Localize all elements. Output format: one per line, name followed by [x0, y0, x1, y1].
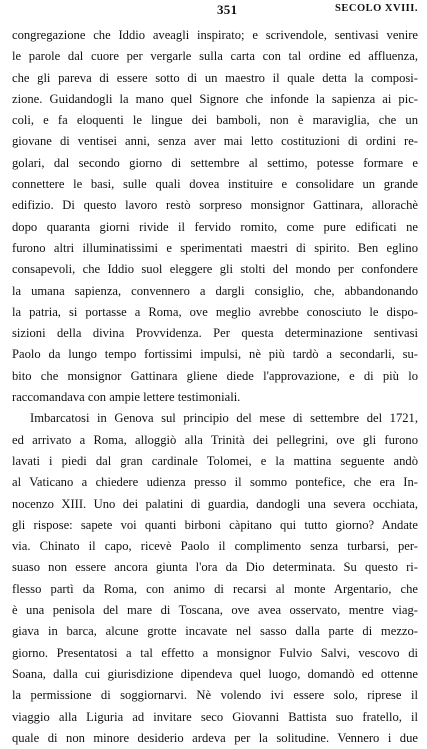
- text-line: zione. Guidandogli la mano quel Signore che infonde la sapienza ai pic-: [12, 91, 418, 106]
- text-line: dopo quaranta giorni rivide il fervido romito, come pure edificati ne: [12, 219, 418, 234]
- text-line: ed arrivato a Roma, alloggiò alla Trinità dei pellegrini, ove gli furono: [12, 432, 418, 447]
- text-line: è una penisola del mare di Toscana, ove avea osservato, mentre viag-: [12, 603, 418, 618]
- text-line: bito che monsignor Gattinara gliene diede l'approvazione, e di più lo: [12, 368, 418, 383]
- text-line: viaggio alla Liguria ad invitare seco Giovanni Battista suo fratello, il: [12, 709, 418, 724]
- text-line: al Vaticano a chiedere udienza presso il sommo pontefice, che era In-: [12, 475, 418, 490]
- page-header: [12, 2, 418, 20]
- text-line: giava in barca, alcune grotte incavate nel sasso dalla parte di mezzo-: [12, 624, 418, 639]
- page-number: 351: [217, 2, 238, 17]
- text-line: che gli pareva di essere sotto di un maestro il quale detta la composi-: [12, 70, 418, 85]
- paragraph-1: [12, 25, 418, 408]
- text-line: suaso non essere ancora giunta l'ora da Dio determinata. Su questo ri-: [12, 560, 418, 575]
- text-line: edifizio. Di questo lavoro restò sorpreso monsignor Gattinara, allorachè: [12, 198, 418, 213]
- text-line: quale di non minore desiderio ardeva per la solitudine. Vennero i due: [12, 730, 418, 745]
- text-line: la umana sapienza, convennero a dargli consiglio, che, abbandonando: [12, 283, 418, 298]
- text-line: lavati i piedi dal gran cardinale Tolomei, e la mattina seguente andò: [12, 453, 418, 468]
- text-line: golari, dal secondo giorno di settembre al settimo, potesse formare e: [12, 155, 418, 170]
- text-line: furono altri illuminatissimi e sperimentati maestri di spirito. Ben eglino: [12, 240, 418, 255]
- text-line: nocenzo XIII. Uno dei palatini di guardia, dandogli una severa occhiata,: [12, 496, 418, 511]
- text-line: le parole dal cuore per vergarle sulla carta con tal ordine ed affluenza,: [12, 49, 418, 64]
- text-line: congregazione che Iddio aveagli inspirato; e scrivendole, sentivasi venire: [12, 28, 418, 42]
- running-head: SECOLO XVIII.: [335, 3, 418, 14]
- text-line: sizioni della divina Provvidenza. Per questa determinazione sentivasi: [12, 326, 418, 341]
- text-line: via. Chinato il capo, ricevè Paolo il complimento senza turbarsi, per-: [12, 539, 418, 554]
- text-line: la patria, si portasse a Roma, ove meglio avrebbe conosciuto le dispo-: [12, 304, 418, 319]
- text-line: flesso partì da Roma, con animo di recarsi al monte Argentario, che: [12, 581, 418, 596]
- text-line: coli, e fa eloquenti le lingue dei bamboli, non è maraviglia, che un: [12, 113, 418, 128]
- text-line: connettere le basi, sulle quali dovea instituire e consolidare un grande: [12, 177, 418, 192]
- text-line: Imbarcatosi in Genova sul principio del mese di settembre del 1721,: [30, 411, 418, 426]
- text-line: la permissione di soggiornarvi. Nè volendo ivi essere solo, riprese il: [12, 688, 418, 703]
- body-text: [12, 25, 418, 749]
- text-line: raccomandava con ampie lettere testimoniali.: [12, 390, 241, 405]
- text-line: gli rispose: sapete voi quanti birboni càpitano qui tutto giorno? Andate: [12, 517, 418, 532]
- text-line: giorno. Presentatosi a tal effetto a monsignor Fulvio Salvi, vescovo di: [12, 645, 418, 660]
- text-line: Paolo da lungo tempo fortissimi impulsi, nè più tardò a secondarli, su-: [12, 347, 418, 362]
- text-line: consapevoli, che Iddio suol eleggere gli stolti del mondo per confondere: [12, 262, 418, 277]
- text-line: Soana, dalla cui giurisdizione dipendeva quel luogo, domandò ed ottenne: [12, 666, 418, 681]
- text-line: giovane di ventisei anni, senza aver mai letto costituzioni di ordini re-: [12, 134, 418, 149]
- paragraph-2: [12, 408, 418, 749]
